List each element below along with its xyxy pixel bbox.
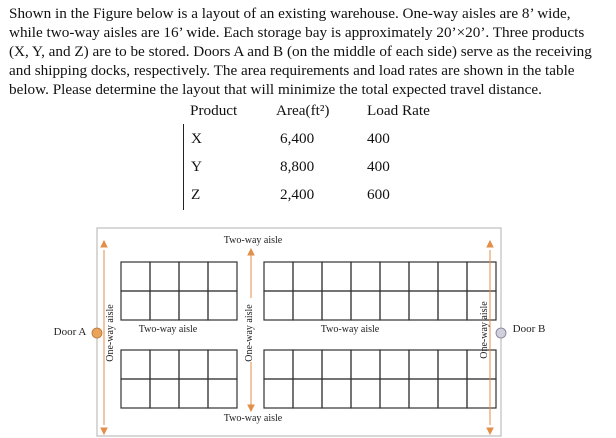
storage-bay bbox=[179, 379, 208, 408]
center-arrow-bottom-head bbox=[248, 405, 254, 411]
one-way-aisle-right-label: One-way aisle bbox=[479, 301, 490, 359]
storage-bay bbox=[293, 350, 322, 379]
row-x-area: 6,400 bbox=[280, 130, 315, 147]
storage-bay bbox=[208, 350, 237, 379]
storage-bay bbox=[121, 379, 150, 408]
row-x-product: X bbox=[191, 130, 202, 147]
storage-bay bbox=[121, 350, 150, 379]
row-y-area: 8,800 bbox=[280, 158, 315, 175]
row-y-load: 400 bbox=[367, 158, 390, 175]
storage-bay bbox=[380, 350, 409, 379]
storage-bay bbox=[409, 291, 438, 320]
one-way-aisle-center-label: One-way aisle bbox=[244, 304, 255, 362]
one-way-right-arrow-head-up bbox=[487, 241, 493, 247]
two-way-aisle-bottom-label: Two-way aisle bbox=[223, 413, 283, 424]
one-way-aisle-left-label: One-way aisle bbox=[105, 304, 116, 362]
storage-bay bbox=[467, 262, 496, 291]
storage-bay bbox=[264, 291, 293, 320]
storage-bay bbox=[150, 262, 179, 291]
problem-line: and shipping docks, respectively. The area requirements and load rates are shown in the table bbox=[9, 62, 575, 79]
problem-line: (X, Y, and Z) are to be stored. Doors A and B (on the middle of each side) serve as the receiving bbox=[9, 43, 592, 60]
storage-bay bbox=[322, 379, 351, 408]
two-way-aisle-top-label: Two-way aisle bbox=[223, 235, 283, 246]
one-way-left-arrow-head-up bbox=[101, 241, 107, 247]
storage-bay bbox=[264, 262, 293, 291]
row-z-product: Z bbox=[191, 186, 201, 203]
storage-bay bbox=[438, 379, 467, 408]
storage-bay bbox=[179, 291, 208, 320]
row-y-product: Y bbox=[191, 158, 202, 175]
storage-bay bbox=[208, 262, 237, 291]
storage-bay bbox=[438, 350, 467, 379]
storage-bay bbox=[438, 262, 467, 291]
header-load-rate: Load Rate bbox=[367, 102, 430, 119]
storage-bay bbox=[409, 350, 438, 379]
header-product: Product bbox=[190, 102, 238, 119]
storage-bay bbox=[351, 291, 380, 320]
problem-line: while two-way aisles are 16’ wide. Each storage bay is approximately 20’×20’. Three products bbox=[9, 24, 585, 41]
one-way-left-arrow-head-down bbox=[101, 428, 107, 434]
storage-bay bbox=[179, 350, 208, 379]
row-x-load: 400 bbox=[367, 130, 390, 147]
row-z-area: 2,400 bbox=[280, 186, 315, 203]
storage-bay bbox=[208, 379, 237, 408]
storage-bay bbox=[179, 262, 208, 291]
storage-bays bbox=[121, 262, 496, 408]
two-way-aisle-mid-left-label: Two-way aisle bbox=[138, 324, 198, 335]
storage-bay bbox=[264, 350, 293, 379]
center-arrow-top-head bbox=[248, 249, 254, 255]
storage-bay bbox=[293, 379, 322, 408]
storage-bay bbox=[322, 350, 351, 379]
storage-bay bbox=[322, 262, 351, 291]
two-way-aisle-mid-right-label: Two-way aisle bbox=[320, 324, 380, 335]
storage-bay bbox=[351, 350, 380, 379]
storage-bay bbox=[380, 379, 409, 408]
storage-bay bbox=[150, 291, 179, 320]
storage-bay bbox=[409, 379, 438, 408]
storage-bay bbox=[380, 291, 409, 320]
storage-bay bbox=[150, 350, 179, 379]
storage-bay bbox=[208, 291, 237, 320]
door-b-label: Door B bbox=[512, 323, 546, 335]
one-way-right-arrow-head-down bbox=[487, 428, 493, 434]
storage-bay bbox=[467, 379, 496, 408]
storage-bay bbox=[121, 262, 150, 291]
storage-bay bbox=[438, 291, 467, 320]
door-b-icon bbox=[496, 328, 506, 338]
storage-bay bbox=[293, 262, 322, 291]
storage-bay bbox=[293, 291, 322, 320]
header-area: Area(ft²) bbox=[276, 102, 330, 119]
storage-bay bbox=[121, 291, 150, 320]
row-z-load: 600 bbox=[367, 186, 390, 203]
storage-bay bbox=[351, 379, 380, 408]
storage-bay bbox=[351, 262, 380, 291]
door-a-icon bbox=[92, 328, 102, 338]
storage-bay bbox=[322, 291, 351, 320]
storage-bay bbox=[150, 379, 179, 408]
storage-bay bbox=[380, 262, 409, 291]
storage-bay bbox=[409, 262, 438, 291]
problem-line: Shown in the Figure below is a layout of an existing warehouse. One-way aisles are 8’ wide, bbox=[9, 5, 571, 22]
storage-bay bbox=[264, 379, 293, 408]
door-a-label: Door A bbox=[53, 326, 87, 338]
problem-line: below. Please determine the layout that will minimize the total expected travel distance. bbox=[9, 81, 542, 98]
